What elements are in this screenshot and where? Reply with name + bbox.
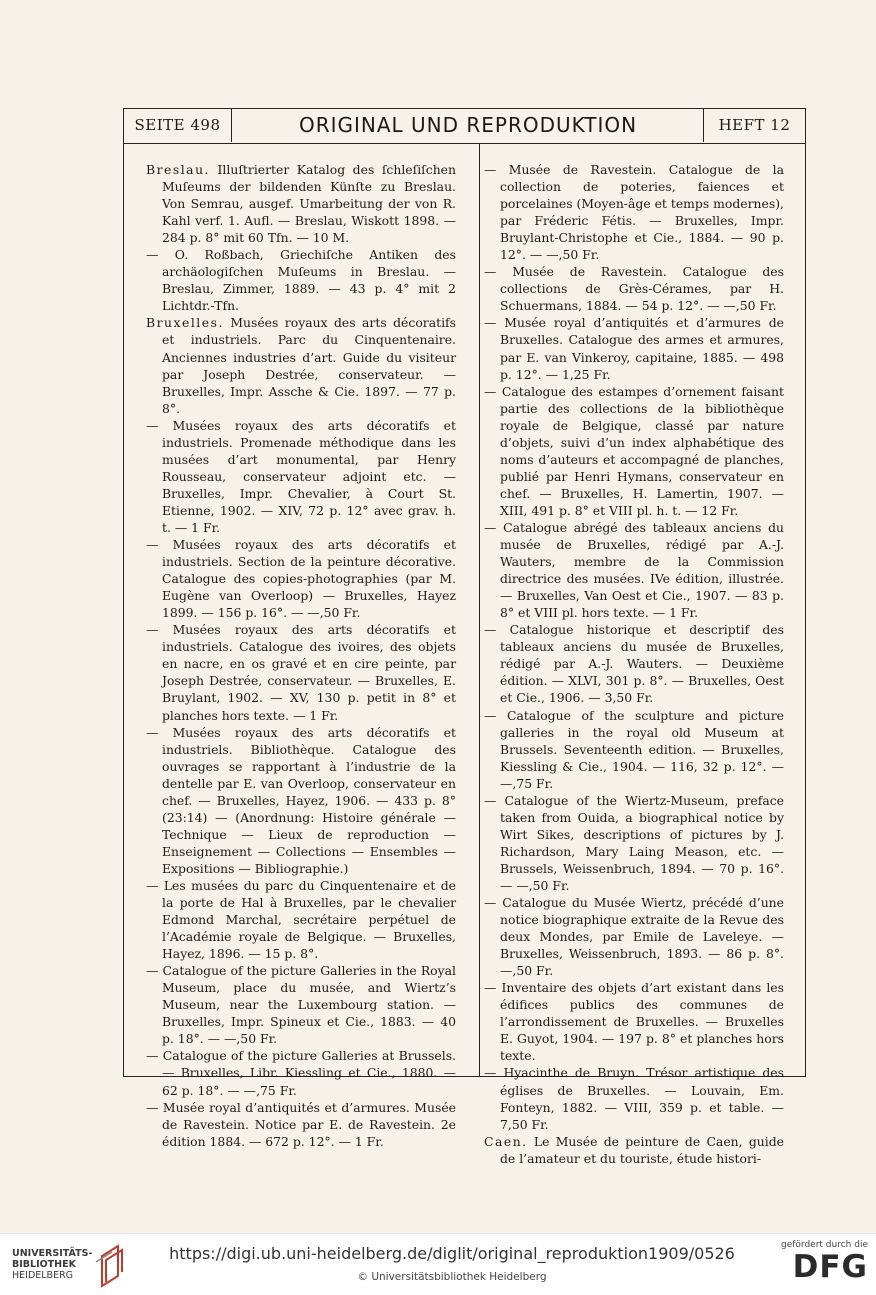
right-column (484, 161, 784, 1167)
left-column (146, 161, 456, 1150)
entry-text: — Catalogue abrégé des tableaux anciens du musée de Bruxelles, rédigé par A.-J. Wauters, membre de la Commission directrice des musées. IVe édition, illustrée. — Bruxelles, Van Oest et Cie., 1907. — 83 p. 8° et VIII pl. hors texte. — 1 Fr. (484, 519, 784, 621)
bibliography-entry (146, 877, 456, 962)
bibliography-entry (146, 621, 456, 723)
bibliography-entry (146, 161, 456, 246)
bibliography-entry (484, 894, 784, 979)
entry-text: — Hyacinthe de Bruyn. Trésor artistique des églises de Bruxelles. — Louvain, Em. Fonteyn, 1882. — VIII, 359 p. et table. — 7,50 Fr. (484, 1065, 784, 1132)
bibliography-entry (484, 1133, 784, 1167)
entry-text: Le Musée de peinture de Caen, guide de l’amateur et du touriste, étude histori- (500, 1133, 784, 1166)
bibliography-entry (484, 519, 784, 621)
entry-heading: Caen. (484, 1133, 528, 1149)
permalink-url[interactable]: https://digi.ub.uni-heidelberg.de/diglit/original_reproduktion1909/0526 (169, 1244, 735, 1263)
bibliography-entry (484, 1064, 784, 1132)
entry-heading: Bruxelles. (146, 315, 224, 331)
entry-text: — Catalogue des estampes d’ornement faisant partie des collections de la bibliothèque royale de Belgique, classé par nature d’objets, suivi d’un index alphabétique des noms d’auteurs et accompagné de planches, publié par Henri Hymans, conservateur en chef. — Bruxelles, H. Lamertin, 1907. — XIII, 491 p. 8° et VIII pl. h. t. — 12 Fr. (484, 383, 784, 518)
entry-text: — Musée de Ravestein. Catalogue de la collection de poteries, faiences et porcelaines (Moyen-âge et temps modernes), par Fréderic Fétis. — Bruxelles, Impr. Bruylant-Christophe et Cie., 1884. — 90 p. 12°. — —,50 Fr. (484, 162, 784, 263)
entry-text: — Musée de Ravestein. Catalogue des collections de Grès-Cérames, par H. Schuermans, 1884. — 54 p. 12°. — —,50 Fr. (484, 264, 784, 314)
page-number: SEITE 498 (124, 109, 232, 142)
entry-text: — Musée royal d’antiquités et d’armures. Musée de Ravestein. Notice par E. de Ravestein. 2e édition 1884. — 672 p. 12°. — 1 Fr. (146, 1099, 456, 1149)
entry-text: — Musées royaux des arts décoratifs et industriels. Bibliothèque. Catalogue des ouvrages se rapportant à l’industrie de la dentelle par E. van Overloop, conservateur en chef. — Bruxelles, Hayez, 1906. — 433 p. 8° (23:14) — (Anordnung: Histoire générale — Technique — Lieux de reproduction — Enseignement — Collections — Ensembles — Expositions — Bibliographie.) (146, 724, 456, 876)
entry-text: — Catalogue du Musée Wiertz, précédé d’une notice biographique extraite de la Revue des deux Mondes, par Emile de Laveleye. — Bruxelles, Weissenbruch, 1893. — 86 p. 8°. —,50 Fr. (484, 895, 784, 979)
page-frame (123, 108, 806, 1166)
bibliography-entry (484, 979, 784, 1064)
bibliography-entry (484, 621, 784, 706)
entry-text: Musées royaux des arts décoratifs et industriels. Parc du Cinquentenaire. Anciennes industries d’art. Guide du visiteur par Joseph Destrée, conservateur. — Bruxelles, Impr. Assche & Cie. 1897. — 77 p. 8°. (162, 315, 456, 416)
library-logo-line-3: HEIDELBERG (12, 1270, 74, 1281)
bibliography-entry (484, 161, 784, 263)
entry-text: — Catalogue historique et descriptif des tableaux anciens du musée de Bruxelles, rédigé par A.-J. Wauters. — Deuxième édition. — XLVI, 301 p. 8°. — Bruxelles, Oest et Cie., 1906. — 3,50 Fr. (484, 622, 784, 706)
entry-text: — Catalogue of the picture Galleries at Brussels. — Bruxelles, Libr. Kiessling et Cie., 1880. — 62 p. 18°. — —,75 Fr. (146, 1048, 456, 1098)
bibliography-entry (146, 1099, 456, 1150)
copyright-notice: © Universitätsbibliothek Heidelberg (357, 1271, 547, 1283)
library-logo-text (12, 1248, 92, 1281)
bibliography-entry (146, 314, 456, 416)
entry-text: — Catalogue of the sculpture and picture galleries in the royal old Museum at Brussels. Seventeenth edition. — Bruxelles, Kiessling & Cie., 1904. — 116, 32 p. 12°. — —,75 Fr. (484, 707, 784, 791)
bibliography-entry (484, 792, 784, 894)
column-divider (479, 144, 480, 1076)
entry-text: Illuſtrierter Katalog des ſchleſiſchen Muſeums der bildenden Künſte zu Breslau. Von Semrau, ausgef. Umarbeitung der von R. Kahl verf. 1. Aufl. — Breslau, Wiskott 1898. — 284 p. 8° mit 60 Tfn. — 10 M. (162, 162, 456, 246)
running-header (124, 109, 805, 144)
entry-text: — O. Roßbach, Griechiſche Antiken des archäologiſchen Muſeums in Breslau. — Breslau, Zimmer, 1889. — 43 p. 4° mit 2 Lichtdr.-Tfn. (146, 247, 456, 314)
entry-text: — Musées royaux des arts décoratifs et industriels. Section de la peinture décorative. Catalogue des copies-photographies (par M. Eugène van Overloop) — Bruxelles, Hayez 1899. — 156 p. 16°. — —,50 Fr. (146, 537, 456, 621)
bibliography-entry (146, 962, 456, 1047)
bibliography-entry (146, 536, 456, 621)
bibliography-entry (146, 417, 456, 536)
issue-number: HEFT 12 (703, 109, 805, 142)
library-logo[interactable] (12, 1248, 127, 1288)
bibliography-entry (484, 314, 784, 382)
bibliography-entry (484, 263, 784, 314)
funding-caption: gefördert durch die (781, 1240, 868, 1250)
bibliography-entry (146, 1047, 456, 1098)
journal-title: ORIGINAL UND REPRODUKTION (298, 113, 638, 137)
bibliography-entry (146, 246, 456, 314)
bibliography-entry (484, 383, 784, 519)
entry-heading: Breslau. (146, 162, 210, 177)
dfg-logo-text: DFG (792, 1249, 868, 1285)
viewer-footer (0, 1233, 876, 1295)
entry-text: — Musée royal d’antiquités et d’armures de Bruxelles. Catalogue des armes et armures, par E. van Vinkeroy, capitaine, 1885. — 498 p. 12°. — 1,25 Fr. (484, 315, 784, 382)
dfg-logo[interactable] (776, 1240, 868, 1290)
bibliography-entry (146, 724, 456, 877)
entry-text: — Les musées du parc du Cinquentenaire et de la porte de Hal à Bruxelles, par le chevalier Edmond Marchal, secrétaire perpétuel de l’Académie royale de Belgique. — Bruxelles, Hayez, 1896. — 15 p. 8°. (146, 877, 456, 962)
entry-text: — Inventaire des objets d’art existant dans les édifices publics des communes de l’arrondissement de Bruxelles. — Bruxelles E. Guyot, 1904. — 197 p. 8° et planches hors texte. (484, 980, 784, 1064)
entry-text: — Catalogue of the Wiertz-Museum, preface taken from Ouida, a biographical notice by Wirt Sikes, descriptions of pictures by J. Richardson, Mary Laing Meason, etc. — Brussels, Weissenbruch, 1894. — 70 p. 16°. — —,50 Fr. (484, 792, 784, 893)
library-emblem-icon (92, 1242, 130, 1288)
entry-text: — Catalogue of the picture Galleries in the Royal Museum, place du musée, and Wiertz’s Museum, near the Luxembourg station. — Bruxelles, Impr. Spineux et Cie., 1883. — 40 p. 18°. — —,50 Fr. (146, 963, 456, 1047)
library-logo-line-1: UNIVERSITÄTS- (12, 1248, 93, 1259)
entry-text: — Musées royaux des arts décoratifs et industriels. Catalogue des ivoires, des objets en nacre, en os gravé et en cire peinte, par Joseph Destrée, conservateur. — Bruxelles, E. Bruylant, 1902. — XV, 130 p. petit in 8° et planches hors texte. — 1 Fr. (146, 622, 456, 723)
bibliography-entry (484, 707, 784, 792)
entry-text: — Musées royaux des arts décoratifs et industriels. Promenade méthodique dans les musées d’art monumental, par Henry Rousseau, conservateur adjoint etc. — Bruxelles, Impr. Chevalier, à Court St. Etienne, 1902. — XIV, 72 p. 12° avec grav. h. t. — 1 Fr. (146, 417, 456, 535)
library-logo-line-2: BIBLIOTHEK (12, 1259, 76, 1270)
